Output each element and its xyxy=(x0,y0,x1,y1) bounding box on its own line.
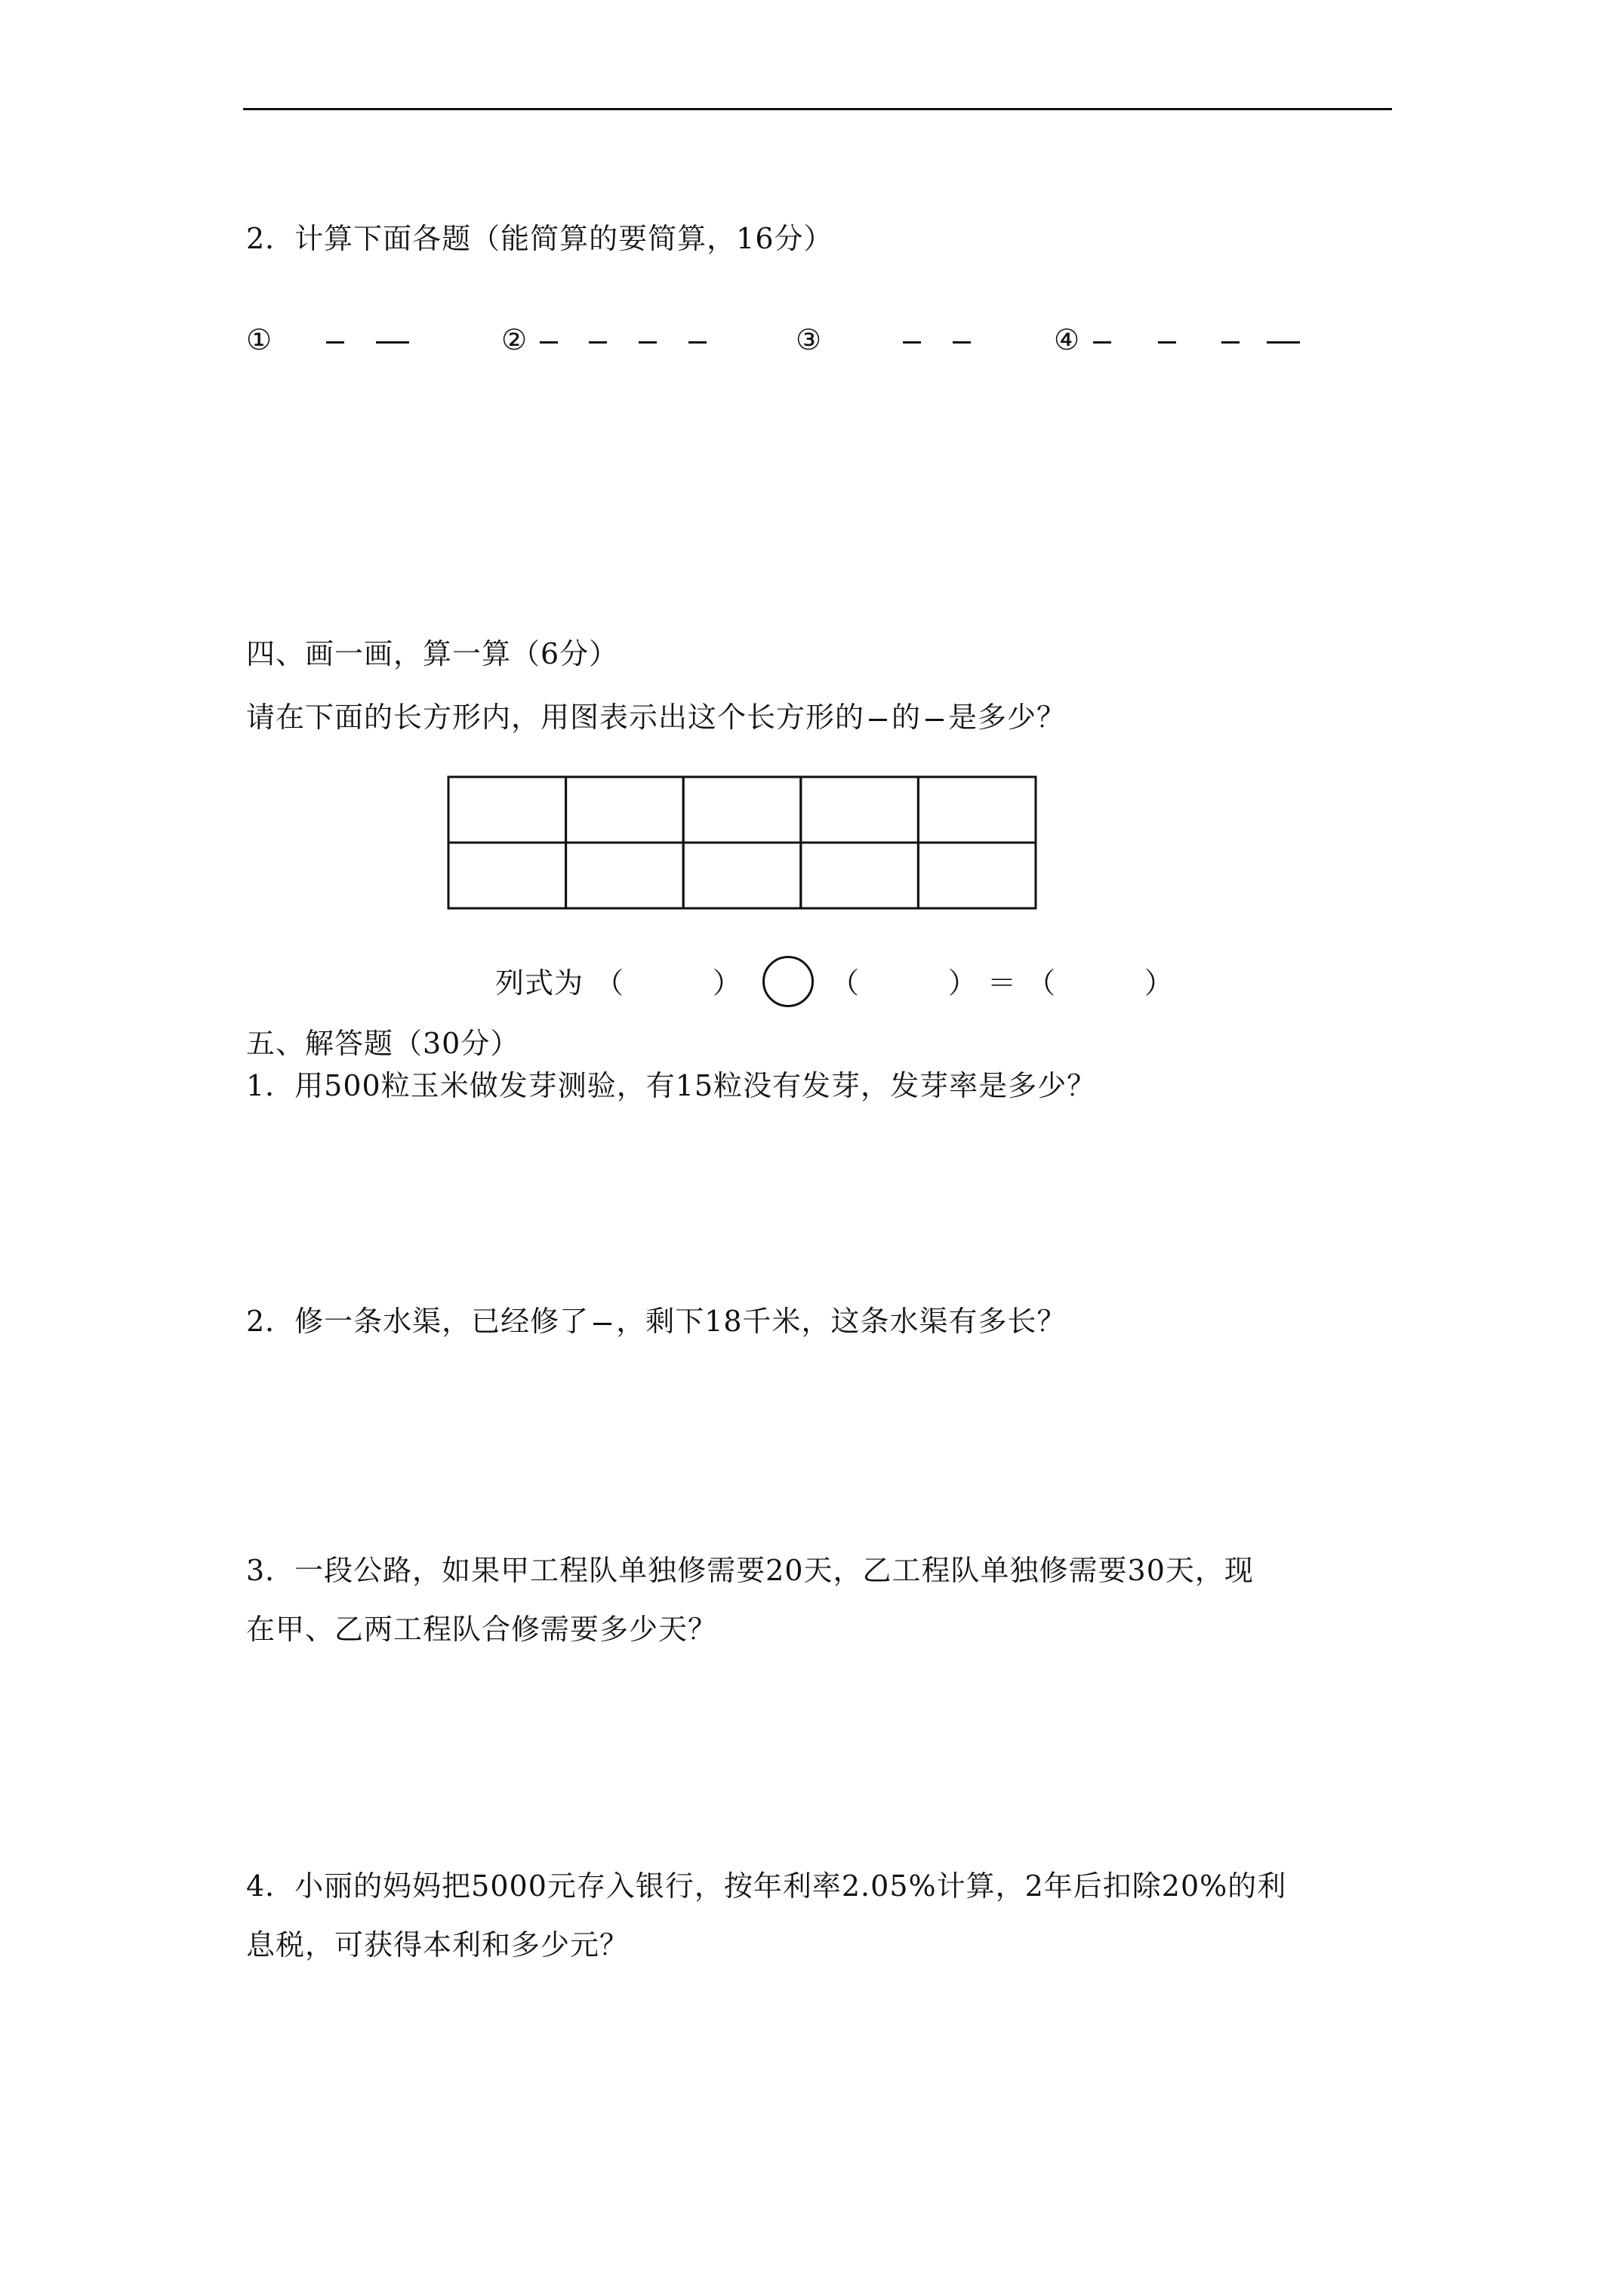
formula-blank-3: （ ） xyxy=(1027,966,1175,1000)
operator-circle xyxy=(762,956,814,1007)
fraction-bar xyxy=(1221,341,1240,344)
fraction-bar xyxy=(1093,341,1111,344)
instruction-text: 请在下面的长方形内，用图表示出这个长方形的 xyxy=(246,701,865,734)
fraction-bar xyxy=(953,341,971,344)
fraction-bar xyxy=(1158,341,1176,344)
fraction-bar xyxy=(925,719,944,721)
formula-blank-2: （ ） xyxy=(830,966,978,1000)
fraction-bar xyxy=(376,341,409,344)
question-1: 1．用500粒玉米做发芽测验，有15粒没有发芽，发芽率是多少？ xyxy=(246,1069,1097,1102)
question-3-line-2: 在甲、乙两工程队合修需要多少天？ xyxy=(246,1613,718,1646)
fraction-bar xyxy=(903,341,921,344)
fraction-bar xyxy=(869,719,887,721)
item-marker-4: ④ xyxy=(1054,323,1081,356)
question-4-line-1: 4．小丽的妈妈把5000元存入银行，按年利率2.05%计算，2年后扣除20%的利 xyxy=(246,1869,1287,1903)
fraction-bar xyxy=(688,341,707,344)
fraction-bar xyxy=(593,1323,611,1325)
section4-title: 四、画一画，算一算（6分） xyxy=(246,637,619,670)
fraction-bar xyxy=(589,341,607,344)
question-3-line-1: 3．一段公路，如果甲工程队单独修需要20天，乙工程队单独修需要30天，现 xyxy=(246,1554,1254,1587)
question-text: ，剩下18千米，这条水渠有多长？ xyxy=(616,1305,1067,1338)
grid-cell xyxy=(683,777,801,843)
rectangle-grid xyxy=(447,775,1037,910)
section2-title: 2．计算下面各题（能简算的要简算，16分） xyxy=(246,222,833,255)
grid-cell xyxy=(918,777,1036,843)
instruction-text: 的 xyxy=(892,701,922,734)
grid-cell xyxy=(448,843,566,908)
section5-title: 五、解答题（30分） xyxy=(246,1027,520,1060)
fraction-bar xyxy=(639,341,657,344)
formula-label: 列式为 xyxy=(495,966,584,1000)
question-2 xyxy=(246,1303,1067,1339)
grid-cell xyxy=(801,777,919,843)
grid-cell xyxy=(566,777,684,843)
question-4-line-2: 息税，可获得本利和多少元？ xyxy=(246,1928,630,1962)
section4-instruction xyxy=(246,699,1066,735)
fraction-bar xyxy=(1267,341,1300,344)
grid-cell xyxy=(566,843,684,908)
grid-cell xyxy=(801,843,919,908)
fraction-bar xyxy=(326,341,344,344)
question-text: 2．修一条水渠，已经修了 xyxy=(246,1305,590,1338)
formula-equals: ＝ xyxy=(987,966,1018,1000)
item-marker-3: ③ xyxy=(796,323,823,356)
item-marker-2: ② xyxy=(501,323,528,356)
formula-blank-1: （ ） xyxy=(595,966,743,1000)
grid-cell xyxy=(918,843,1036,908)
item-marker-1: ① xyxy=(246,323,273,356)
instruction-text: 是多少？ xyxy=(948,701,1067,734)
header-rule xyxy=(243,108,1392,110)
fraction-bar xyxy=(540,341,558,344)
grid-cell xyxy=(448,777,566,843)
grid-cell xyxy=(683,843,801,908)
